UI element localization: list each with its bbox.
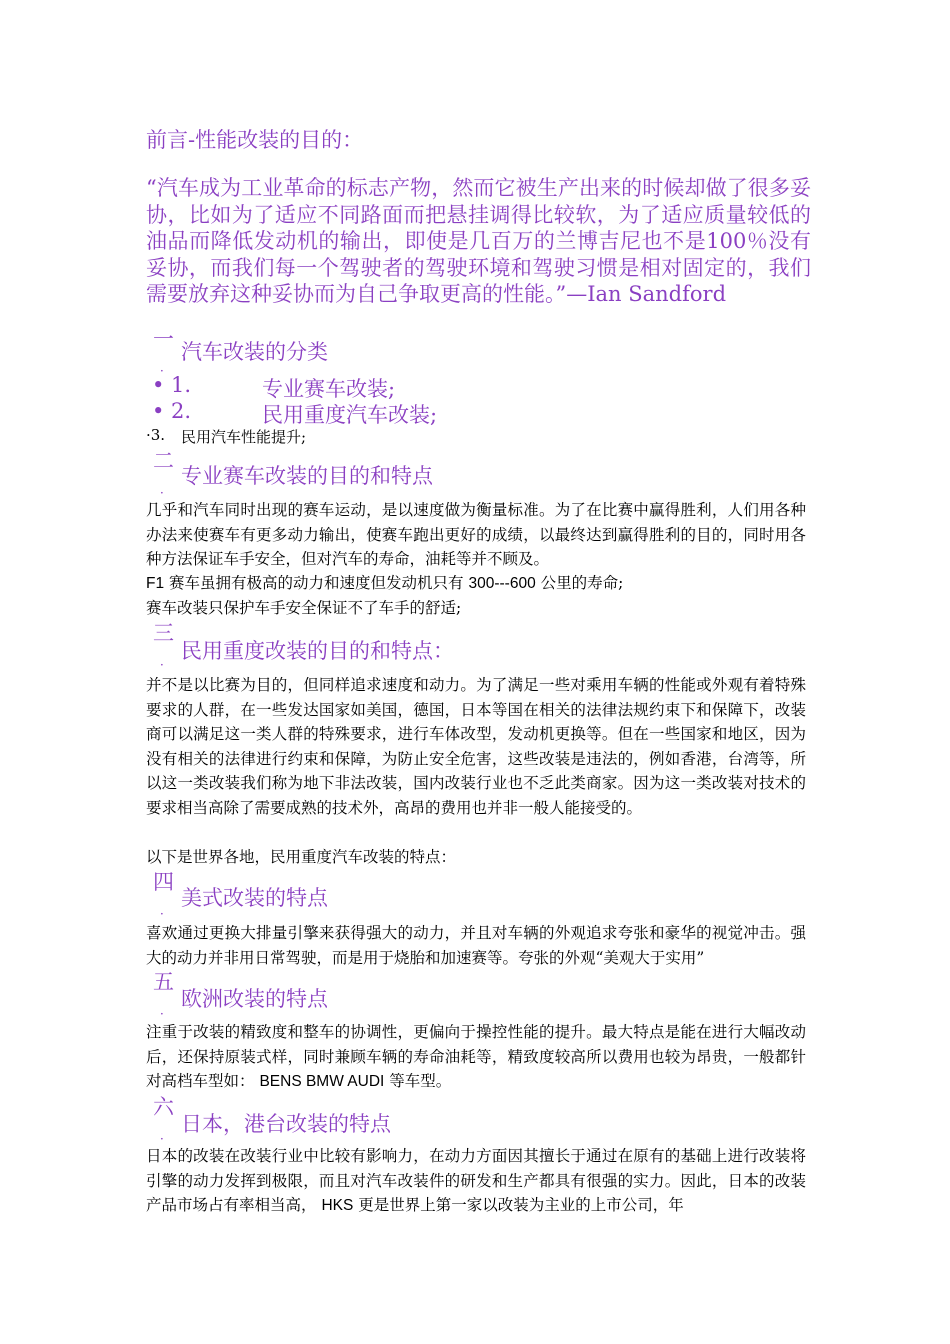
section-number: 二 — [153, 449, 174, 473]
section-number: 三 — [153, 621, 174, 645]
list-bullet: • 1. — [152, 373, 192, 397]
list-item: 民用重度汽车改装; — [262, 403, 438, 427]
list-item: 民用汽车性能提升; — [181, 428, 307, 446]
inline-brand: HKS — [321, 1197, 354, 1214]
section-dot: ． — [160, 903, 173, 917]
intro-quote: “汽车成为工业革命的标志产物，然而它被生产出来的时候却做了很多妥协，比如为了适应不同路面而把悬挂调得比较软，为了适应质量较低的油品而降低发动机的输出，即使是几百万的兰博吉尼也不是100％没有妥协，而我们每一个驾驶者的驾驶环境和驾驶习惯是相对固定的，我们需要放弃这种妥协而为自己争取更高的性能。”—Ian Sandford — [146, 176, 811, 306]
section-dot: ． — [160, 1003, 173, 1017]
list-bullet: • 2. — [152, 399, 192, 423]
section-dot: ． — [160, 1128, 173, 1142]
section-dot: ． — [160, 482, 173, 496]
section-number: 四 — [153, 870, 174, 894]
body-paragraph: 喜欢通过更换大排量引擎来获得强大的动力，并且对车辆的外观追求夸张和豪华的视觉冲击。强大的动力并非用日常驾驶，而是用于烧胎和加速赛等。夸张的外观“美观大于实用” — [146, 924, 806, 967]
list-item: 专业赛车改装; — [262, 377, 396, 401]
body-paragraph: 以下是世界各地，民用重度汽车改装的特点： — [146, 848, 457, 866]
inline-text: 等车型。 — [389, 1072, 452, 1090]
inline-number: 300---600 — [468, 575, 536, 592]
body-paragraph — [146, 1144, 806, 1219]
body-paragraph — [146, 1020, 806, 1095]
section-title: 美式改装的特点 — [181, 886, 328, 910]
intro-title: 前言-性能改装的目的： — [146, 128, 364, 152]
inline-text: 注重于改装的精致度和整车的协调性，更偏向于操控性能的提升。最大特点是能在进行大幅改动后，还保持原装式样，同时兼顾车辆的寿命油耗等，精致度较高所以费用也较为昂贵，一般都针对高档车型如： — [146, 1023, 806, 1090]
section-title: 日本，港台改装的特点 — [181, 1112, 391, 1136]
section-title: 汽车改装的分类 — [181, 340, 328, 364]
section-title: 专业赛车改装的目的和特点 — [181, 464, 433, 488]
body-paragraph: 赛车改装只保护车手安全保证不了车手的舒适; — [146, 599, 462, 617]
inline-text: 公里的寿命; — [540, 574, 624, 592]
inline-text: 日本的改装在改装行业中比较有影响力，在动力方面因其擅长于通过在原有的基础上进行改装将引擎的动力发挥到极限，而且对汽车改装件的研发和生产都具有很强的实力。因此，日本的改装产品市场占有率相当高， — [146, 1147, 806, 1214]
inline-term: F1 — [146, 575, 165, 592]
section-title: 民用重度改装的目的和特点： — [181, 639, 454, 663]
section-dot: ． — [160, 360, 173, 374]
inline-text: 赛车虽拥有极高的动力和速度但发动机只有 — [169, 574, 464, 592]
section-title: 欧洲改装的特点 — [181, 987, 328, 1011]
inline-text: 更是世界上第一家以改装为主业的上市公司，年 — [358, 1196, 684, 1214]
inline-brands: BENS BMW AUDI — [259, 1073, 385, 1090]
list-bullet: ·3. — [146, 426, 166, 444]
section-dot: ． — [160, 654, 173, 668]
body-paragraph — [146, 571, 806, 597]
section-number: 一 — [153, 327, 174, 351]
section-number: 六 — [153, 1095, 174, 1119]
body-paragraph: 并不是以比赛为目的，但同样追求速度和动力。为了满足一些对乘用车辆的性能或外观有着特殊要求的人群，在一些发达国家如美国，德国，日本等国在相关的法律法规约束下和保障下，改装商可以满足这一类人群的特殊要求，进行车体改型，发动机更换等。但在一些国家和地区，因为没有相关的法律进行约束和保障，为防止安全危害，这些改装是违法的，例如香港，台湾等，所以这一类改装我们称为地下非法改装，国内改装行业也不乏此类商家。因为这一类改装对技术的要求相当高除了需要成熟的技术外，高昂的费用也并非一般人能接受的。 — [146, 676, 806, 817]
body-paragraph: 几乎和汽车同时出现的赛车运动，是以速度做为衡量标准。为了在比赛中赢得胜利，人们用各种办法来使赛车有更多动力输出，使赛车跑出更好的成绩，以最终达到赢得胜利的目的，同时用各种方法保证车手安全，但对汽车的寿命，油耗等并不顾及。 — [146, 501, 806, 568]
section-number: 五 — [153, 970, 174, 994]
